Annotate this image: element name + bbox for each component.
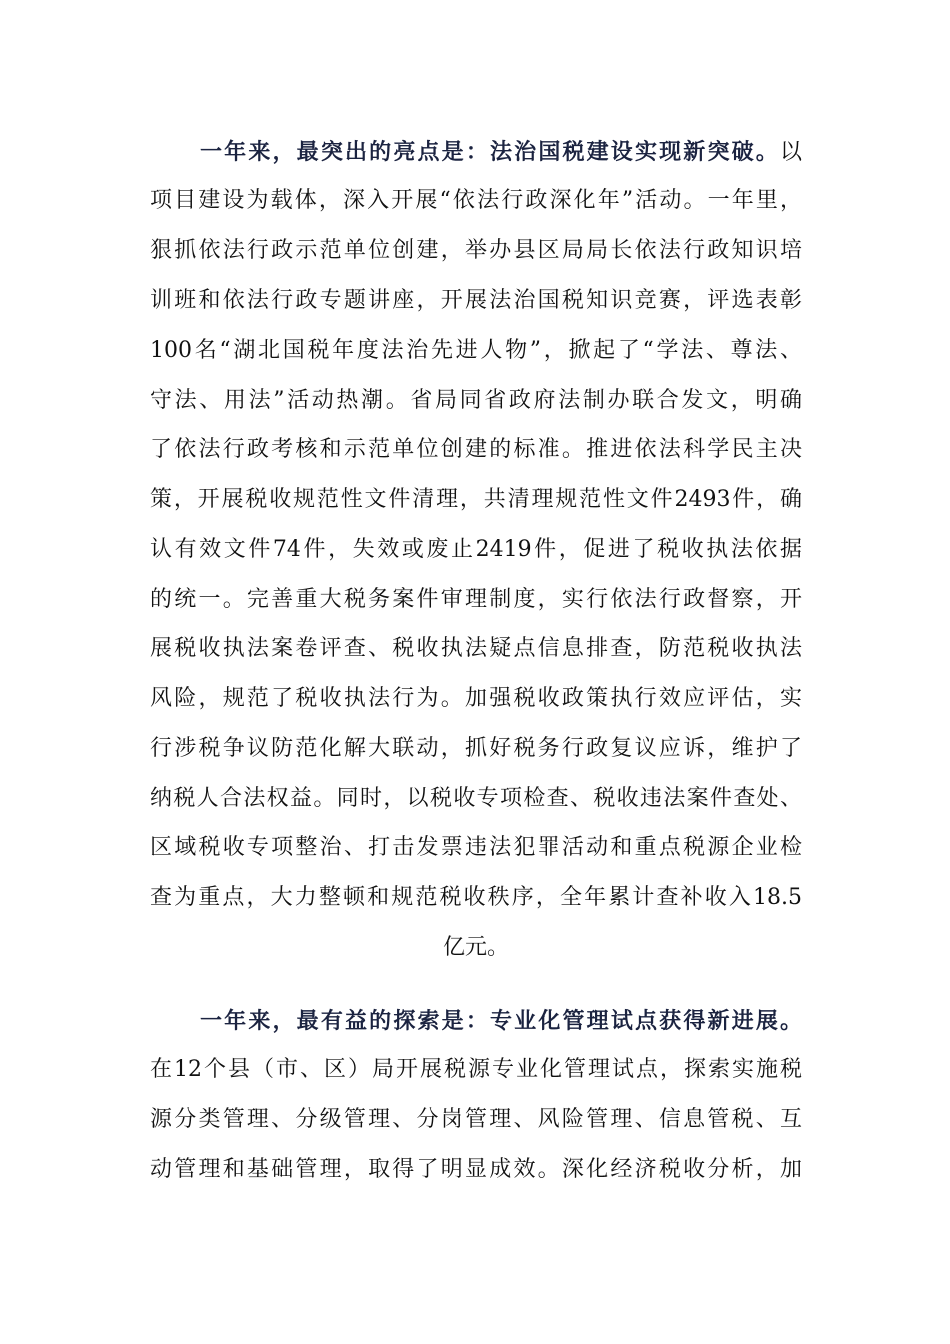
- paragraph-1-line-15: 区域税收专项整治、打击发票违法犯罪活动和重点税源企业检: [150, 835, 802, 860]
- paragraph-1-line-13: 行涉税争议防范化解大联动，抓好税务行政复议应诉，维护了: [150, 736, 802, 761]
- paragraph-1-line-5: 100名“湖北国税年度法治先进人物”，掀起了“学法、尊法、: [150, 338, 802, 363]
- paragraph-1-line-7: 了依法行政考核和示范单位创建的标准。推进依法科学民主决: [150, 437, 802, 462]
- paragraph-1-line-1: [200, 132, 802, 172]
- paragraph-1-line-16: 查为重点，大力整顿和规范税收秩序，全年累计查补收入18.5: [150, 885, 802, 910]
- paragraph-1-line-4: 训班和依法行政专题讲座，开展法治国税知识竞赛，评选表彰: [150, 288, 802, 313]
- paragraph-1-line-11: 展税收执法案卷评查、税收执法疑点信息排查，防范税收执法: [150, 636, 802, 661]
- paragraph-1-line-2: 项目建设为载体，深入开展“依法行政深化年”活动。一年里，: [150, 188, 802, 213]
- paragraph-1-line-9: 认有效文件74件，失效或废止2419件，促进了税收执法依据: [150, 537, 802, 562]
- paragraph-2-line-2: 在12个县（市、区）局开展税源专业化管理试点，探索实施税: [150, 1057, 802, 1082]
- paragraph-1-line-8: 策，开展税收规范性文件清理，共清理规范性文件2493件，确: [150, 487, 802, 512]
- paragraph-2-line-3: 源分类管理、分级管理、分岗管理、风险管理、信息管税、互: [150, 1107, 802, 1132]
- paragraph-1-lead-heading: 一年来，最突出的亮点是：法治国税建设实现新突破。: [200, 139, 780, 165]
- paragraph-1-line-12: 风险，规范了税收执法行为。加强税收政策执行效应评估，实: [150, 686, 802, 711]
- paragraph-1-line-14: 纳税人合法权益。同时，以税收专项检查、税收违法案件查处、: [150, 786, 802, 811]
- paragraph-2-lead-heading: 一年来，最有益的探索是：专业化管理试点获得新进展。: [200, 1008, 802, 1034]
- paragraph-1-line-1-text: 以: [779, 140, 802, 165]
- paragraph-2-line-1: [200, 1001, 802, 1041]
- paragraph-1-line-3: 狠抓依法行政示范单位创建，举办县区局局长依法行政知识培: [150, 238, 802, 263]
- paragraph-1-line-6: 守法、用法”活动热潮。省局同省政府法制办联合发文，明确: [150, 388, 802, 413]
- paragraph-2-line-4: 动管理和基础管理，取得了明显成效。深化经济税收分析，加: [150, 1157, 802, 1182]
- paragraph-1-line-17: 亿元。: [442, 935, 509, 960]
- paragraph-1-line-10: 的统一。完善重大税务案件审理制度，实行依法行政督察，开: [150, 587, 802, 612]
